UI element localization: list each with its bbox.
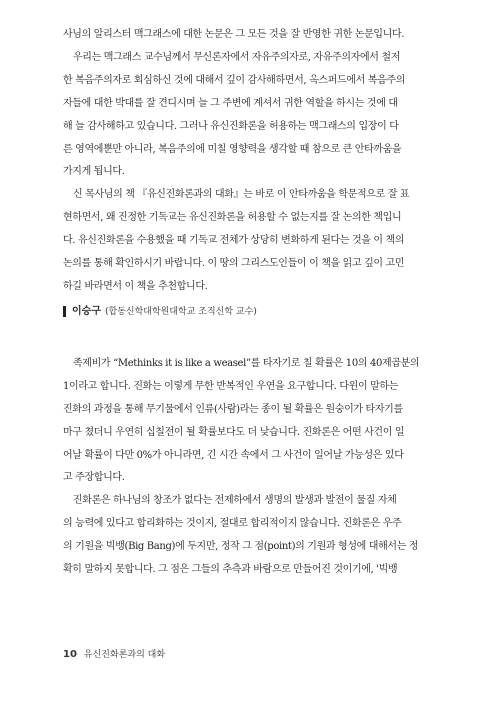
text-line: 의 능력에 있다고 합리화하는 것이지, 절대로 합리적이지 않습니다. 진화론은 우주: [63, 518, 402, 530]
paragraph-4: [63, 353, 427, 490]
text-line: 다. 유신진화론을 수용했을 때 기독교 전체가 상당히 변화하게 된다는 것을 이 책의: [63, 235, 405, 247]
text-line: 진화의 과정을 통해 무기물에서 인류(사람)라는 종이 될 확률은 원숭이가 타자기를: [63, 403, 403, 415]
page-number: 10: [63, 649, 77, 660]
text-line: 사님의 알리스터 맥그래스에 대한 논문은 그 모든 것을 잘 반영한 귀한 논문입니다.: [63, 29, 405, 40]
paragraph-2: [63, 47, 427, 184]
page-footer: [63, 647, 165, 660]
text-line: 족제비가 “Methinks it is like a weasel”를 타자기로 칠 확률은 10의 40제곱분의: [73, 357, 420, 369]
text-line: 해 늘 감사해하고 있습니다. 그러나 유신진화론을 허용하는 맥그래스의 입장이 다: [63, 120, 399, 132]
text-line: 고 주장합니다.: [63, 472, 125, 484]
author-name: 이승구: [72, 305, 101, 317]
text-line: 의 기원을 빅뱅(Big Bang)에 두지만, 정작 그 점(point)의 기원과 형성에 대해서는 정: [63, 541, 419, 553]
text-line: 하길 바라면서 이 책을 추천합니다.: [63, 280, 208, 292]
text-line: 자들에 대한 박대를 잘 견디시며 늘 그 주변에 계셔서 귀한 역할을 하시는 것에 대: [63, 97, 398, 109]
signature-bar: [63, 306, 66, 317]
text-line: 논의를 통해 확인하시기 바랍니다. 이 땅의 그리스도인들이 이 책을 읽고 깊이 고민: [63, 258, 405, 270]
text-line: 확히 말하지 못합니다. 그 점은 그들의 추측과 바람으로 만들어진 것이기에, '빅뱅: [63, 564, 398, 576]
text-line: 가지게 됩니다.: [63, 166, 125, 178]
text-line: 신 목사님의 책 『유신진화론과의 대화』는 바로 이 안타까움을 학문적으로 잘 표: [73, 189, 410, 201]
text-line: 1이라고 합니다. 진화는 이렇게 무한 반복적인 우연을 요구합니다. 다윈이 말하는: [63, 380, 399, 392]
text-line: 어날 확률이 다만 0%가 아니라면, 긴 시간 속에서 그 사건이 일어날 가능성은 있다: [63, 449, 404, 461]
text-line: 현하면서, 왜 진정한 기독교는 유신진화론을 허용할 수 없는지를 잘 논의한 책입니: [63, 212, 402, 224]
text-line: 우리는 맥그래스 교수님께서 무신론자에서 자유주의자로, 자유주의자에서 철저: [73, 51, 401, 63]
text-line: 한 복음주의자로 회심하신 것에 대해서 깊이 감사해하면서, 옥스퍼드에서 복음주의: [63, 74, 405, 86]
running-title: 유신진화론과의 대화: [83, 650, 166, 660]
author-title: (합동신학대학원대학교 조직신학 교수): [104, 306, 257, 317]
section-second-recommendation: [63, 353, 427, 582]
text-line: 른 영역에뿐만 아니라, 복음주의에 미칠 영향력을 생각할 때 참으로 큰 안타까움을: [63, 143, 402, 155]
author-signature: [63, 305, 427, 319]
paragraph-1: [63, 24, 427, 47]
text-line: 진화론은 하나님의 창조가 없다는 전제하에서 생명의 발생과 발전이 물질 자체: [73, 495, 397, 507]
section-recommendation: [63, 24, 427, 319]
text-line: 마구 쳤더니 우연히 십칠전이 될 확률보다도 더 낮습니다. 진화론은 어떤 사건이 일: [63, 426, 405, 438]
page-body: [63, 24, 427, 582]
paragraph-3: [63, 184, 427, 299]
paragraph-5: [63, 490, 427, 582]
